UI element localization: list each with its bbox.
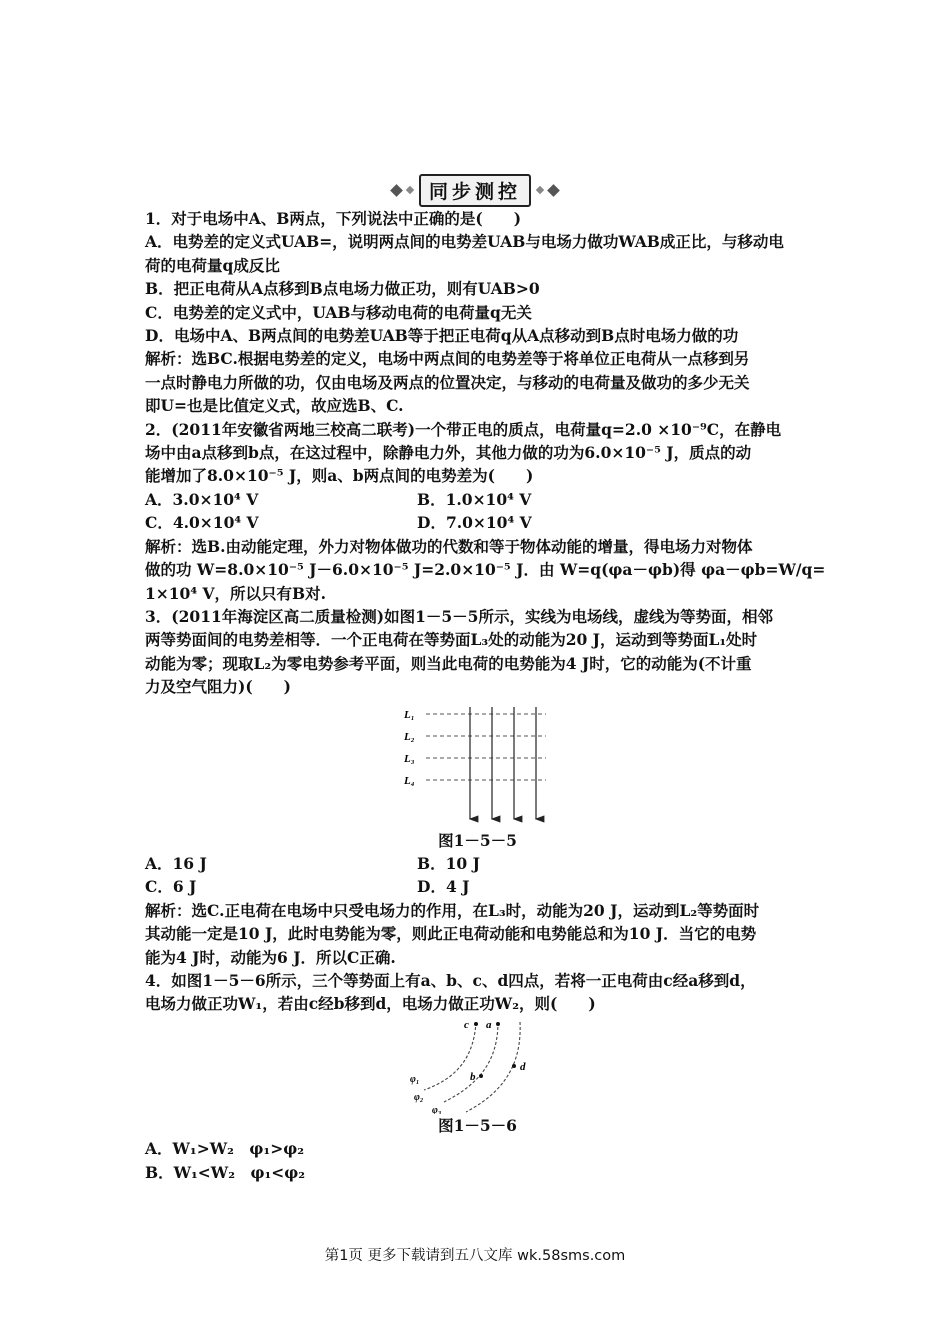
label-b: b	[469, 1070, 475, 1083]
q2-options-row	[145, 511, 810, 534]
q3-stem: 3．(2011年海淀区高二质量检测)如图1－5－5所示，实线为电场线，虚线为等势面，相邻	[145, 606, 773, 626]
q3-option-d: D．4 J	[417, 877, 470, 897]
equipotential-phi2	[444, 1022, 498, 1102]
q1-option-a: A．电势差的定义式UAB=，说明两点间的电势差UAB与电场力做功WAB成正比，与移动电	[145, 232, 784, 252]
q1-option-b: B．把正电荷从A点移到B点电场力做正功，则有UAB>0	[145, 279, 540, 299]
label-l1: L₁	[403, 708, 415, 721]
q3-options-row	[145, 852, 810, 875]
q1-solution: 解析：选BC.根据电势差的定义，电场中两点间的电势差等于将单位正电荷从一点移到另	[145, 349, 750, 369]
q3-stem-cont: 动能为零；现取L₂为零电势参考平面，则当此电荷的电势能为4 J时，它的动能为(不计重	[145, 653, 752, 673]
q1-solution-cont: 即U=也是比值定义式，故应选B、C.	[145, 396, 404, 416]
q2-solution-cont: 做的功 W=8.0×10⁻⁵ J－6.0×10⁻⁵ J=2.0×10⁻⁵ J．由 W=q(φa－φb)得 φa－φb=W/q=	[145, 560, 826, 580]
equipotential-curves-diagram	[408, 1016, 548, 1114]
diamond-icon	[390, 184, 403, 197]
q2-options-row	[145, 488, 810, 511]
equipotential-phi3	[466, 1022, 520, 1112]
diamond-icon	[406, 186, 414, 194]
exercise-content	[145, 207, 826, 1184]
diamond-icon	[547, 184, 560, 197]
q3-stem-cont: 力及空气阻力)( )	[145, 677, 292, 697]
q3-options-row	[145, 875, 810, 898]
page-footer: 第1页 更多下载请到五八文库 wk.58sms.com	[324, 1248, 626, 1264]
q3-solution: 解析：选C.正电荷在电场中只受电场力的作用，在L₃时，动能为20 J，运动到L₂等势面时	[145, 900, 760, 920]
q2-option-b: B．1.0×10⁴ V	[417, 489, 532, 509]
q2-option-d: D．7.0×10⁴ V	[417, 513, 532, 533]
label-l4: L₄	[403, 774, 415, 787]
q3-solution-cont: 能为4 J时，动能为6 J．所以C正确.	[145, 947, 396, 967]
equipotential-phi1	[424, 1022, 476, 1090]
q3-option-c: C．6 J	[145, 877, 197, 897]
label-l2: L₂	[403, 730, 415, 743]
label-a: a	[485, 1018, 491, 1031]
q2-option-a: A．3.0×10⁴ V	[145, 489, 259, 509]
label-d: d	[519, 1060, 525, 1073]
label-phi2: φ₂	[413, 1091, 423, 1103]
equipotential-curves	[424, 1022, 520, 1112]
q4-option-a: A．W₁>W₂ φ₁>φ₂	[145, 1139, 305, 1159]
q2-solution: 解析：选B.由动能定理，外力对物体做功的代数和等于物体动能的增量，得电场力对物体	[145, 536, 753, 556]
figure-1-5-6	[145, 1016, 810, 1114]
q4-option-b: B．W₁<W₂ φ₁<φ₂	[145, 1162, 306, 1182]
q3-stem-cont: 两等势面间的电势差相等．一个正电荷在等势面L₃处的动能为20 J，运动到等势面L₁处时	[145, 630, 758, 650]
q2-stem-cont: 场中由a点移到b点，在这过程中，除静电力外，其他力做的功为6.0×10⁻⁵ J，质点的动	[145, 443, 752, 463]
q2-stem-cont: 能增加了8.0×10⁻⁵ J，则a、b两点间的电势差为( )	[145, 466, 534, 486]
label-l3: L₃	[403, 752, 415, 765]
figure-caption: 图1－5－5	[438, 830, 517, 850]
q3-solution-cont: 其动能一定是10 J，此时电势能为零，则此正电荷动能和电势能总和为10 J．当它的电势	[145, 924, 757, 944]
label-c: c	[463, 1018, 469, 1031]
label-phi3: φ₃	[431, 1104, 441, 1114]
figure-caption: 图1－5－6	[438, 1115, 517, 1135]
point-d	[512, 1064, 516, 1068]
q1-option-a-cont: 荷的电荷量q成反比	[145, 255, 280, 275]
label-phi1: φ₁	[409, 1073, 419, 1085]
point-a	[496, 1022, 500, 1026]
figure-1-5-5	[145, 699, 810, 829]
field-lines	[470, 707, 536, 819]
section-banner	[370, 175, 580, 205]
field-lines-diagram	[398, 699, 558, 829]
q2-option-c: C．4.0×10⁴ V	[145, 513, 259, 533]
q1-solution-cont: 一点时静电力所做的功，仅由电场及两点的位置决定，与移动的电荷量及做功的多少无关	[145, 372, 750, 392]
q2-stem: 2．(2011年安徽省两地三校高二联考)一个带正电的质点，电荷量q=2.0 ×10⁻⁹C，在静电	[145, 419, 782, 439]
points	[474, 1022, 516, 1078]
q1-option-d: D．电场中A、B两点间的电势差UAB等于把正电荷q从A点移动到B点时电场力做的功	[145, 326, 739, 346]
q3-option-b: B．10 J	[417, 853, 480, 873]
point-b	[479, 1074, 483, 1078]
q2-solution-cont: 1×10⁴ V，所以只有B对.	[145, 583, 327, 603]
q1-stem: 1．对于电场中A、B两点，下列说法中正确的是( )	[145, 209, 522, 228]
q4-stem: 4．如图1－5－6所示，三个等势面上有a、b、c、d四点，若将一正电荷由c经a移到d，	[145, 970, 756, 990]
q4-stem-cont: 电场力做正功W₁，若由c经b移到d，电场力做正功W₂，则( )	[145, 994, 596, 1014]
q1-option-c: C．电势差的定义式中，UAB与移动电荷的电荷量q无关	[145, 302, 532, 322]
point-c	[474, 1022, 478, 1026]
equipotential-lines	[426, 714, 546, 780]
section-title: 同步测控	[419, 174, 531, 207]
diamond-icon	[536, 186, 544, 194]
q3-option-a: A．16 J	[145, 853, 207, 873]
